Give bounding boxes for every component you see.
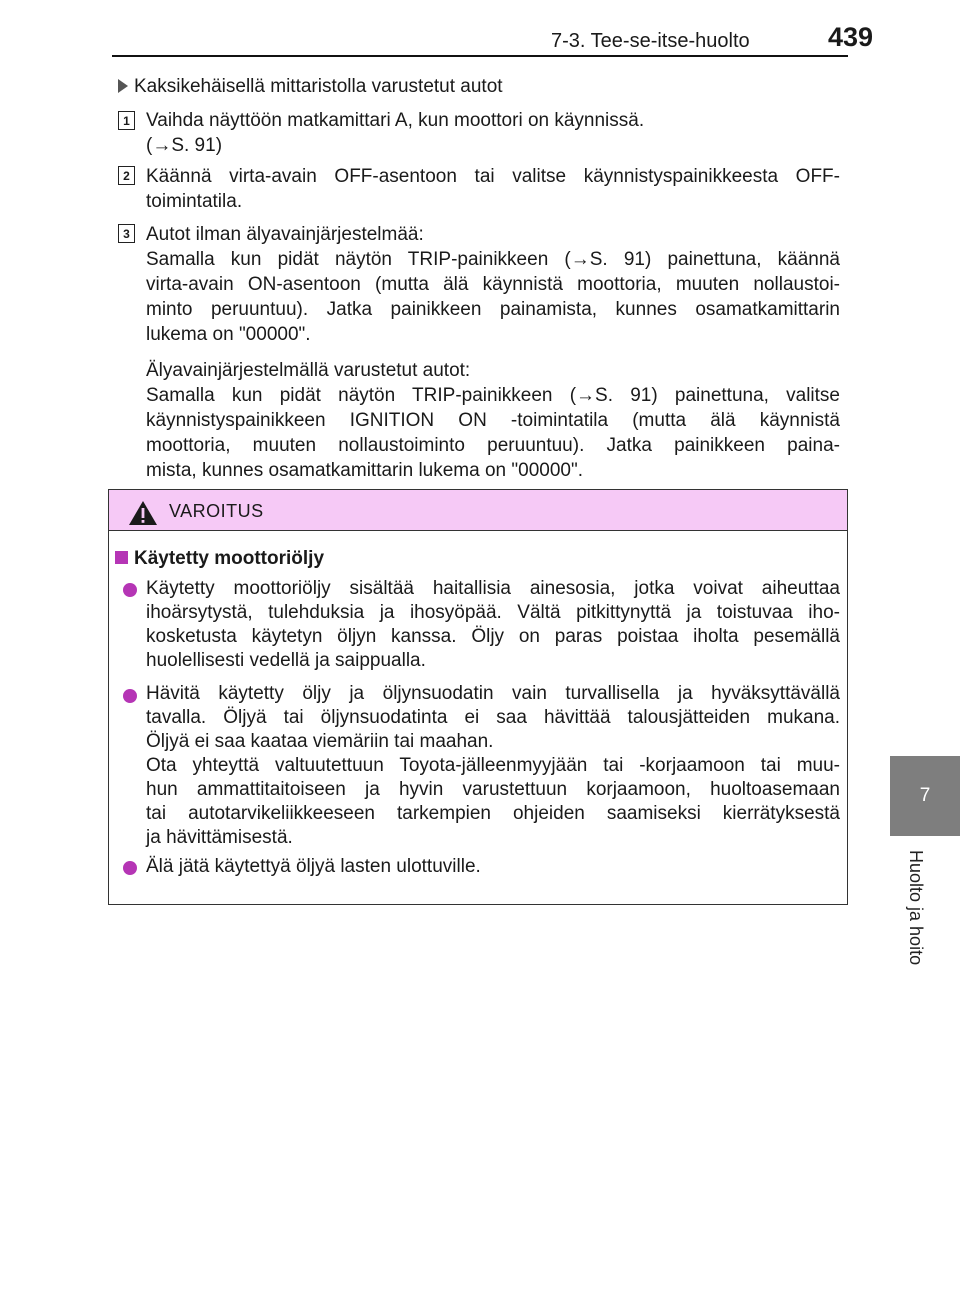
chapter-title: Huolto ja hoito [906, 850, 926, 966]
round-bullet-icon [123, 861, 137, 875]
step-line: virta-avain ON-asentoon (mutta älä käynnistä moottoria, muuten nollaustoi- [146, 274, 840, 295]
subheading-text: Kaksikehäisellä mittaristolla varustetut autot [134, 76, 503, 97]
warning-title: VAROITUS [169, 501, 264, 521]
step-line: moottoria, muuten nollaustoiminto peruuntuu). Jatka painikkeen paina- [146, 435, 840, 456]
step-line: Samalla kun pidät näytön TRIP-painikkeen (→S. 91) painettuna, valitse [146, 385, 840, 406]
chapter-side-label [890, 836, 960, 1006]
warning-box [108, 489, 848, 905]
round-bullet-icon [123, 689, 137, 703]
step-line: Autot ilman älyavainjärjestelmää: [146, 224, 424, 245]
warning-bullet-1 [146, 577, 840, 673]
warning-line: ja hävittämisestä. [146, 827, 293, 848]
warning-subheading-text: Käytetty moottoriöljy [134, 548, 325, 569]
step-line: lukema on "00000". [146, 324, 311, 345]
header-rule [112, 55, 848, 57]
step-number-1: 1 [118, 111, 135, 130]
step-3-extra-text [146, 358, 840, 483]
step-line: minto peruuntuu). Jatka painikkeen painamista, kunnes osamatkamittarin [146, 299, 840, 320]
warning-line: Öljyä ei saa kaataa viemäriin tai maahan. [146, 731, 494, 752]
warning-line: hun ammattitaitoiseen ja hyvin varustettuun korjaamoon, huoltoasemaan [146, 779, 840, 800]
step-line: Samalla kun pidät näytön TRIP-painikkeen (→S. 91) painettuna, käännä [146, 249, 840, 270]
warning-line: Älä jätä käytettyä öljyä lasten ulottuville. [146, 856, 481, 877]
warning-line: huolellisesti vedellä ja saippualla. [146, 650, 426, 671]
step-1-text [146, 108, 840, 158]
warning-line: ihoärsytystä, tulehduksia ja ihosyöpää. Vältä pitkittynyttä ja toistuvaa iho- [146, 602, 840, 623]
warning-bullet-3 [146, 855, 840, 879]
step-line: Vaihda näyttöön matkamittari A, kun moottori on käynnissä. [146, 110, 645, 131]
round-bullet-icon [123, 583, 137, 597]
warning-header [109, 490, 847, 531]
step-line: mista, kunnes osamatkamittarin lukema on "00000". [146, 460, 583, 481]
chapter-tab: 7 [890, 756, 960, 836]
section-title: 7-3. Tee-se-itse-huolto [551, 30, 750, 52]
warning-line: Käytetty moottoriöljy sisältää haitallisia ainesosia, jotka voivat aiheuttaa [146, 578, 840, 599]
step-3-text [146, 222, 840, 347]
step-2-text [146, 164, 840, 214]
step-line: toimintatila. [146, 191, 243, 212]
warning-line: kosketusta käytetyn öljyn kanssa. Öljy on paras poistaa iholta pesemällä [146, 626, 840, 647]
warning-line: tai autotarvikeliikkeeseen tarkempien ohjeiden saamiseksi kierrätyksestä [146, 803, 840, 824]
step-line: Älyavainjärjestelmällä varustetut autot: [146, 360, 471, 381]
step-number-3: 3 [118, 224, 135, 243]
warning-bullet-2 [146, 682, 840, 850]
warning-triangle-icon [128, 500, 158, 526]
warning-subheading [115, 548, 324, 570]
warning-line: tavalla. Öljyä tai öljynsuodatinta ei saa hävittää talousjätteiden mukana. [146, 707, 840, 728]
warning-line: Hävitä käytetty öljy ja öljynsuodatin vain turvallisella ja hyväksyttävällä [146, 683, 840, 704]
step-line: (→S. 91) [146, 135, 223, 156]
page-number: 439 [828, 22, 874, 52]
step-line: Käännä virta-avain OFF-asentoon tai valitse käynnistyspainikkeesta OFF- [146, 166, 840, 187]
triangle-bullet-icon [118, 79, 128, 93]
square-bullet-icon [115, 551, 128, 564]
instruction-subheading [118, 76, 503, 98]
warning-line: Ota yhteyttä valtuutettuun Toyota-jälleenmyyjään tai -korjaamoon tai muu- [146, 755, 840, 776]
step-number-2: 2 [118, 166, 135, 185]
step-line: käynnistyspainikkeen IGNITION ON -toimintatila (mutta älä käynnistä [146, 410, 840, 431]
